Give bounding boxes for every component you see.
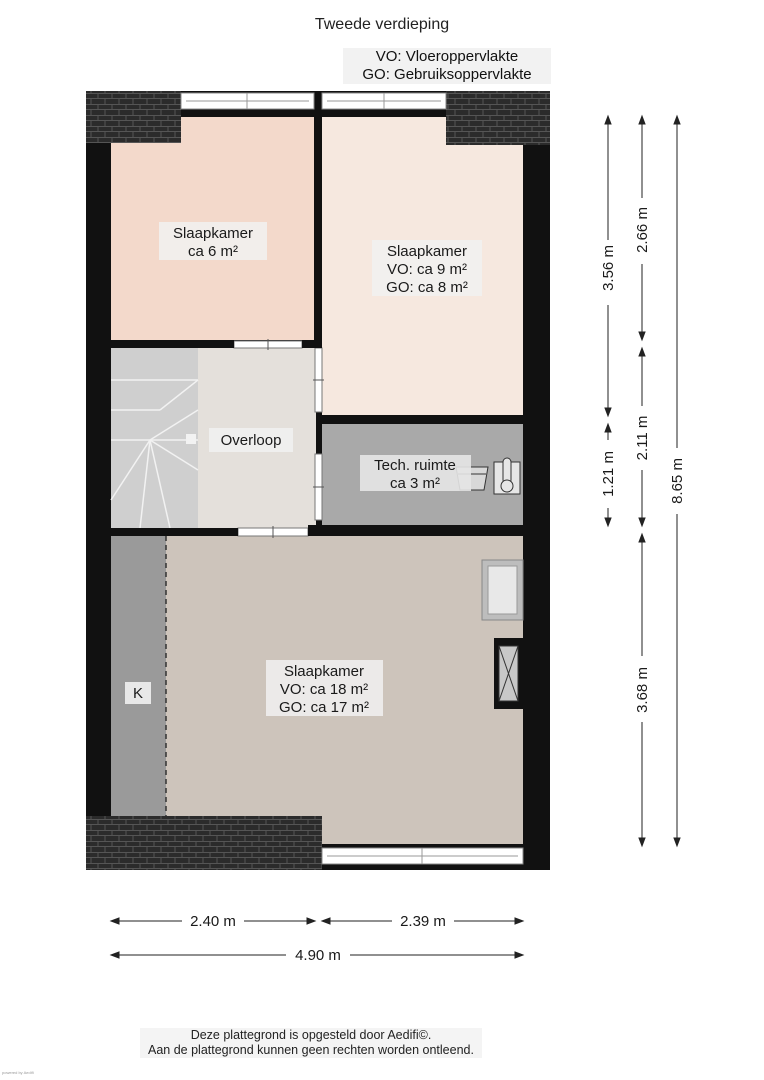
height-top-right-label: 2.66 m xyxy=(634,207,651,253)
dimension-height-mid-right xyxy=(634,348,651,526)
roof-tiles-top-left xyxy=(86,91,181,143)
disclaimer xyxy=(140,1028,482,1058)
floor-title: Tweede verdieping xyxy=(314,16,450,33)
landing-name: Overloop xyxy=(220,432,282,449)
height-top-label: 3.56 m xyxy=(600,245,617,291)
door-small-bedroom xyxy=(234,339,302,350)
label-knee-wall xyxy=(125,682,151,704)
shaft-icon xyxy=(494,638,523,709)
height-mid-label: 1.21 m xyxy=(600,451,617,497)
knee-wall-name: K xyxy=(132,685,144,702)
dimension-height-mid xyxy=(600,424,617,526)
height-bottom-right-label: 3.68 m xyxy=(634,667,651,713)
height-total-label: 8.65 m xyxy=(669,458,686,504)
bedroom-small-area: ca 6 m² xyxy=(187,243,239,260)
bedroom-large-vo: VO: ca 18 m² xyxy=(279,681,369,698)
bedroom-large-name: Slaapkamer xyxy=(283,663,365,680)
dimension-height-top xyxy=(600,116,617,416)
tech-room-area: ca 3 m² xyxy=(389,475,441,492)
disclaimer-line-1: Deze plattegrond is opgesteld door Aedifi©. xyxy=(190,1028,432,1042)
dimension-height-top-right xyxy=(634,116,651,340)
door-large-bedroom xyxy=(238,526,308,538)
dimension-width-left xyxy=(111,913,315,930)
watermark: powered by Aedifi xyxy=(2,1070,34,1075)
bedroom-small-name: Slaapkamer xyxy=(172,225,254,242)
sink-icon xyxy=(482,560,523,620)
door-tech-room xyxy=(313,454,324,520)
window-top-right xyxy=(322,93,446,109)
dimension-height-total xyxy=(669,116,686,846)
bedroom-middle-name: Slaapkamer xyxy=(386,243,468,260)
label-landing xyxy=(209,428,293,452)
label-tech-room xyxy=(360,455,471,492)
knee-wall-area xyxy=(111,536,166,816)
disclaimer-line-2: Aan de plattegrond kunnen geen rechten worden ontleend. xyxy=(148,1043,474,1057)
window-top-left xyxy=(181,93,314,109)
label-bedroom-large xyxy=(266,660,383,716)
thermometer-icon xyxy=(494,458,520,494)
bedroom-middle-vo: VO: ca 9 m² xyxy=(386,261,468,278)
dimension-height-bottom-right xyxy=(634,534,651,846)
width-left-label: 2.40 m xyxy=(190,913,236,930)
legend-vo: VO: Vloeroppervlakte xyxy=(375,48,519,65)
legend-go: GO: Gebruiksoppervlakte xyxy=(362,66,532,83)
tech-room-name: Tech. ruimte xyxy=(374,457,456,474)
width-right-label: 2.39 m xyxy=(400,913,446,930)
roof-tiles-top-right xyxy=(446,91,550,145)
width-total-label: 4.90 m xyxy=(295,947,341,964)
dimension-width-total xyxy=(111,947,523,964)
height-mid-right-label: 2.11 m xyxy=(634,415,651,461)
door-middle-bedroom xyxy=(313,348,324,412)
roof-tiles-bottom-left xyxy=(86,816,322,870)
bedroom-middle-go: GO: ca 8 m² xyxy=(386,279,468,296)
bedroom-large-go: GO: ca 17 m² xyxy=(278,699,370,716)
label-bedroom-middle xyxy=(372,240,482,296)
dimension-width-right xyxy=(322,913,523,930)
label-bedroom-small xyxy=(159,222,267,260)
window-bottom xyxy=(322,848,523,864)
